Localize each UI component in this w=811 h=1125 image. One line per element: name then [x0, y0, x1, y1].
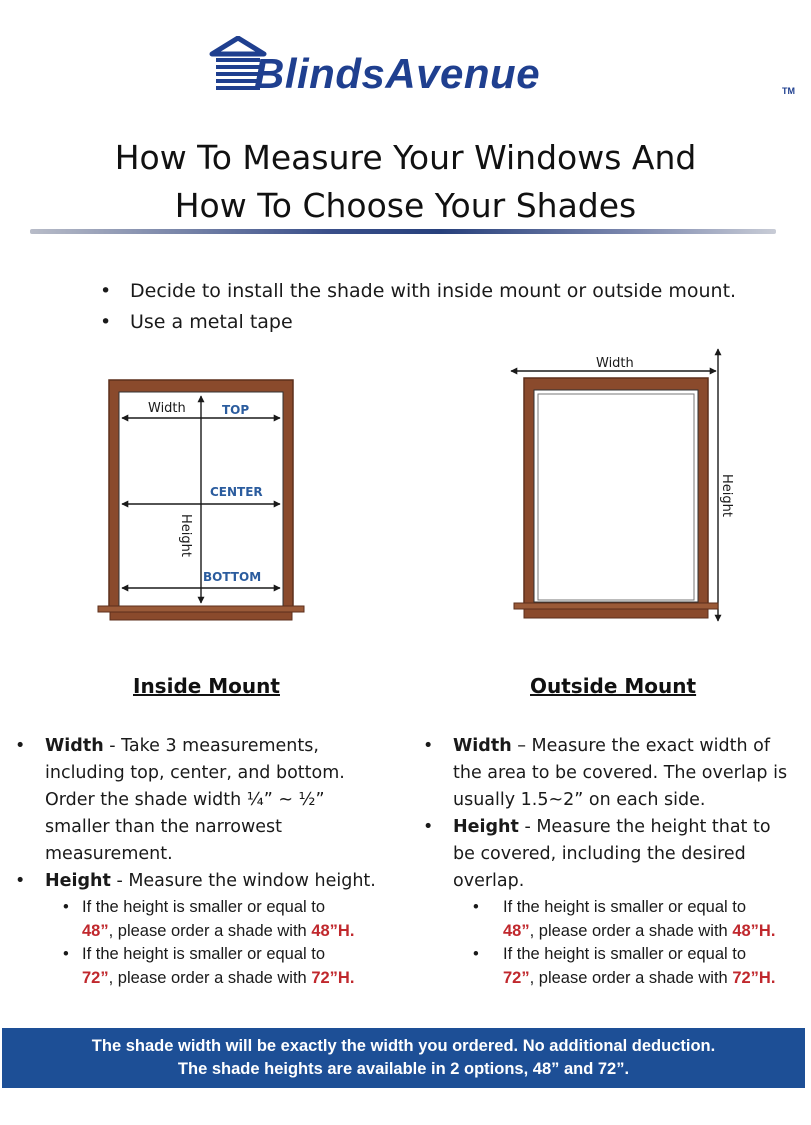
center-label: CENTER: [210, 485, 263, 499]
bullet: •: [63, 898, 69, 916]
intro-bullet-text: Decide to install the shade with inside mount or outside mount.: [130, 280, 737, 302]
outside-width-term: Width: [453, 736, 512, 756]
outside-height-text: be covered, including the desired: [453, 844, 746, 864]
outside-height-text: overlap.: [453, 871, 525, 891]
outside-mount-heading: Outside Mount: [530, 674, 697, 698]
inside-width-text: including top, center, and bottom.: [45, 763, 345, 783]
height-value: 48”: [82, 921, 109, 940]
bullet: •: [423, 817, 434, 837]
inside-width-text: smaller than the narrowest: [45, 817, 283, 837]
sub-text: If the height is smaller or equal to: [82, 945, 326, 963]
inside-width-label: Width: [148, 401, 186, 416]
info-banner: [2, 1028, 805, 1088]
sub-text: If the height is smaller or equal to: [503, 945, 747, 963]
inside-width-text: measurement.: [45, 844, 173, 864]
bottom-label: BOTTOM: [203, 570, 262, 584]
bullet: •: [63, 945, 69, 963]
height-option: 72”H: [732, 968, 771, 987]
bullet: •: [473, 898, 479, 916]
height-option: 72”H: [311, 968, 350, 987]
page-title-line-1: How To Measure Your Windows And: [114, 138, 697, 177]
bullet: •: [15, 736, 26, 756]
outside-height-term: Height: [453, 817, 519, 837]
outside-height-label: Height: [719, 474, 734, 517]
brand-name: BlindsAvenue: [254, 50, 541, 97]
inside-width-term: Width: [45, 736, 104, 756]
inside-width-item: [15, 733, 410, 868]
sub-text: If the height is smaller or equal to: [82, 898, 326, 916]
bullet: •: [423, 736, 434, 756]
outside-width-item: [423, 733, 808, 814]
inside-mount-details: [15, 733, 410, 990]
bullet: •: [15, 871, 26, 891]
outside-width-text: usually 1.5~2” on each side.: [453, 790, 706, 810]
bullet: •: [473, 945, 479, 963]
outside-height-item: [423, 814, 808, 895]
sub-text: , please order a shade with: [108, 968, 312, 987]
inside-mount-diagram: [96, 378, 306, 624]
intro-bullet-text: Use a metal tape: [130, 311, 293, 333]
outside-height-text: - Measure the height that to: [518, 817, 771, 837]
outside-mount-details: [423, 733, 808, 990]
title-divider: [30, 229, 776, 234]
bullet: •: [100, 280, 112, 302]
sub-text: , please order a shade with: [529, 968, 733, 987]
height-value: 48”: [503, 921, 530, 940]
height-option: 48”H: [732, 921, 771, 940]
top-label: TOP: [222, 403, 250, 417]
bullet: •: [100, 311, 112, 333]
window-sill: [514, 603, 718, 609]
page-title-line-2: How To Choose Your Shades: [174, 186, 637, 225]
sub-text: , please order a shade with: [529, 921, 733, 940]
window-sill: [98, 606, 304, 612]
outside-sub-48: • If the height is smaller or equal to 48”, please order a shade with 48”H.: [423, 896, 808, 943]
inside-height-label: Height: [178, 514, 193, 557]
trademark: TM: [782, 86, 795, 96]
inside-height-item: [15, 868, 410, 895]
brand-logo: [206, 34, 795, 104]
outside-width-text: – Measure the exact width of: [511, 736, 771, 756]
outside-width-label: Width: [596, 356, 634, 371]
outside-mount-diagram: [508, 346, 742, 624]
sub-text: , please order a shade with: [108, 921, 312, 940]
inside-height-text: - Measure the window height.: [110, 871, 376, 891]
inside-height-term: Height: [45, 871, 111, 891]
outside-sub-72: • If the height is smaller or equal to 72”, please order a shade with 72”H.: [423, 943, 808, 990]
banner-line-1: The shade width will be exactly the width you ordered. No additional deduction.: [91, 1037, 716, 1055]
inside-sub-48: • If the height is smaller or equal to 48”, please order a shade with 48”H.: [15, 896, 410, 943]
sub-text: If the height is smaller or equal to: [503, 898, 747, 916]
inside-mount-heading: Inside Mount: [133, 674, 280, 698]
inside-width-text: - Take 3 measurements,: [103, 736, 319, 756]
banner-line-2: The shade heights are available in 2 options, 48” and 72”.: [177, 1060, 630, 1078]
inside-sub-72: • If the height is smaller or equal to 72”, please order a shade with 72”H.: [15, 943, 410, 990]
outside-width-text: the area to be covered. The overlap is: [453, 763, 788, 783]
height-value: 72”: [82, 968, 109, 987]
height-option: 48”H: [311, 921, 350, 940]
height-value: 72”: [503, 968, 530, 987]
inside-width-text: Order the shade width ¼” ~ ½”: [45, 790, 325, 810]
